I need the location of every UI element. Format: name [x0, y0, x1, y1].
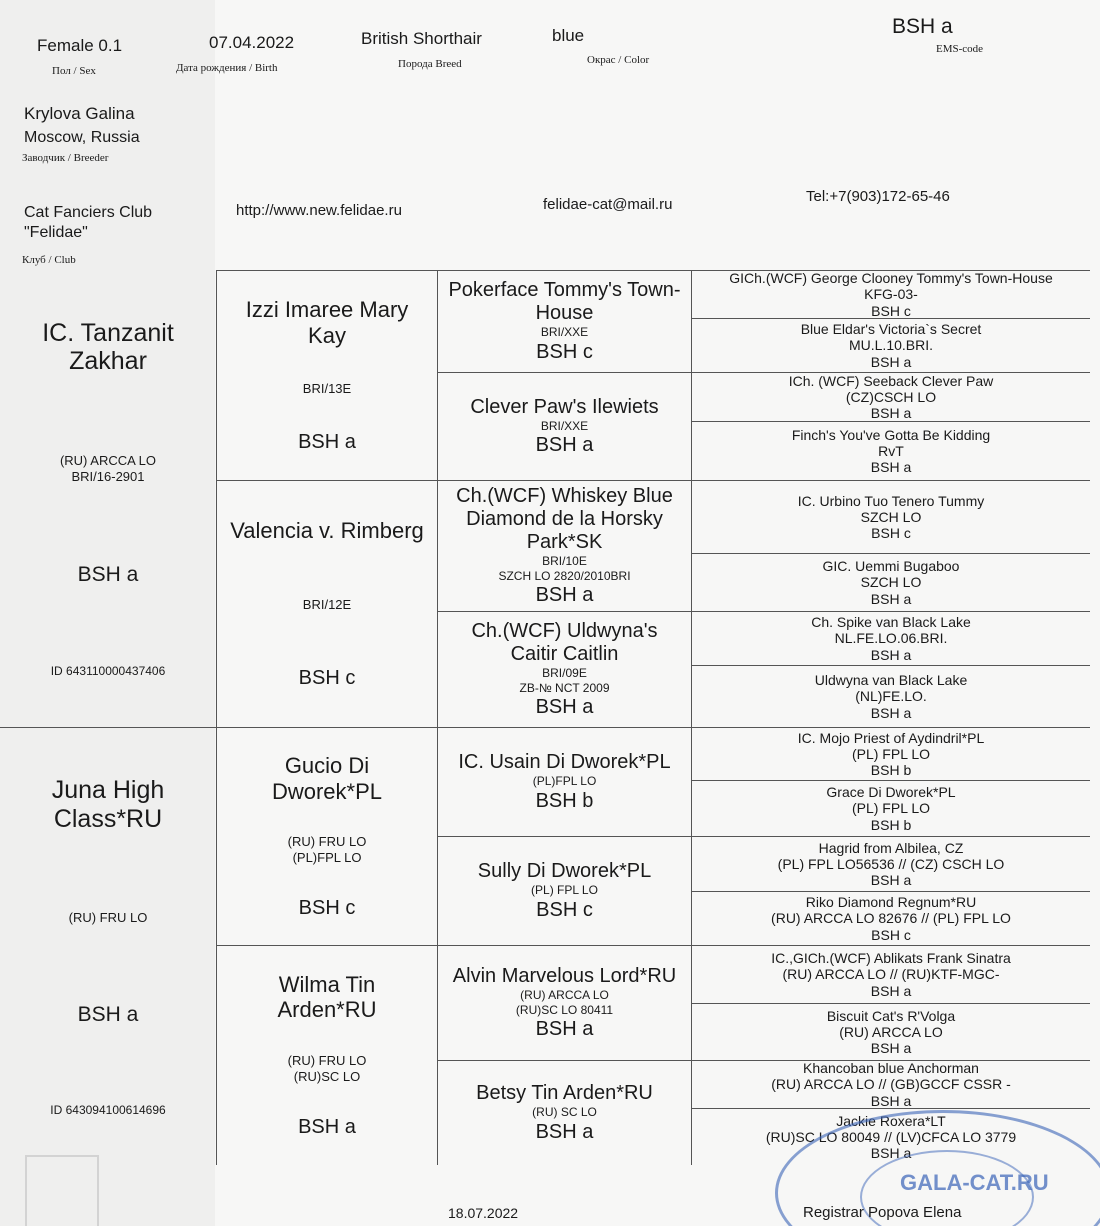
ancestor-cell-gen2	[217, 480, 438, 727]
ems-code: BSH a	[535, 1120, 594, 1143]
registration-numbers	[446, 1105, 683, 1119]
registration-number: (RU) ARCCA LO 82676 // (PL) FPL LO	[771, 910, 1011, 927]
registration-numbers	[698, 688, 1084, 704]
ems-code: BSH a	[870, 982, 912, 999]
color-value: blue	[552, 26, 585, 45]
ancestor-name: Riko Diamond Regnum*RU	[805, 894, 977, 911]
ancestor-cell-gen3	[438, 836, 692, 945]
ancestor-name: IC. Tanzanit Zakhar	[42, 318, 174, 376]
club-logo	[25, 1155, 99, 1226]
ancestor-name: Ch.(WCF) Whiskey Blue Diamond de la Horsky Park*SK	[456, 485, 673, 554]
registration-number: SZCH LO 2820/2010BRI	[498, 568, 631, 583]
registration-number: (RU) ARCCA LO	[59, 453, 157, 469]
ancestor-cell-gen2	[217, 727, 438, 945]
ancestor-name: Sully Di Dworek*PL	[477, 860, 652, 883]
registration-number: (RU) ARCCA LO // (RU)KTF-MGC-	[782, 966, 1000, 983]
registration-numbers	[446, 883, 683, 897]
microchip-id: ID 643110000437406	[50, 664, 166, 679]
registration-numbers	[698, 574, 1084, 590]
registration-numbers	[698, 800, 1084, 816]
registration-numbers	[698, 337, 1084, 353]
ems-code: BSH a	[77, 562, 139, 586]
ancestor-name: Finch's You've Gotta Be Kidding	[791, 426, 991, 443]
ems-code: BSH b	[870, 816, 912, 833]
ancestor-cell-gen1	[0, 727, 217, 1165]
registration-numbers	[698, 630, 1084, 646]
ancestor-cell-gen4	[692, 665, 1090, 727]
breeder-label: Заводчик / Breeder	[22, 152, 109, 164]
registration-numbers	[698, 966, 1084, 982]
registration-number: (PL) FPL LO56536 // (CZ) CSCH LO	[777, 855, 1005, 872]
ancestor-cell-gen4	[692, 318, 1090, 372]
registration-number: (RU)SC LO 80411	[515, 1002, 614, 1017]
birth-value: 07.04.2022	[209, 33, 295, 52]
registration-number: ZB-№ NCT 2009	[519, 680, 610, 695]
ancestor-name: Blue Eldar's Victoria`s Secret	[800, 321, 982, 338]
ancestor-name: IC. Urbino Tuo Tenero Tummy	[797, 492, 985, 509]
ems-code: BSH a	[870, 1040, 912, 1057]
ancestor-cell-gen4	[692, 611, 1090, 665]
ems-code: BSH c	[871, 302, 911, 318]
pedigree-grid	[0, 270, 1090, 1165]
ems-code: BSH c	[871, 525, 911, 542]
registration-number: MU.L.10.BRI.	[848, 337, 934, 354]
club-website: http://www.new.felidae.ru	[236, 202, 402, 219]
ancestor-name: Ch.(WCF) Uldwyna's Caitir Caitlin	[471, 620, 658, 666]
ancestor-name: Betsy Tin Arden*RU	[476, 1082, 653, 1105]
club-name-2: "Felidae"	[24, 224, 88, 241]
ancestor-cell-gen3	[438, 1060, 692, 1165]
ancestor-name: Uldwyna van Black Lake	[814, 672, 968, 689]
ems-code: BSH a	[870, 1092, 912, 1108]
ancestor-name: Ch. Spike van Black Lake	[811, 614, 971, 631]
ems-code: BSH a	[870, 646, 912, 663]
registration-number: (RU) FRU LO	[68, 909, 148, 925]
ancestor-name: Valencia v. Rimberg	[230, 517, 424, 543]
ancestor-name: Jackie Roxera*LT	[836, 1112, 946, 1129]
ancestor-cell-gen3	[438, 945, 692, 1060]
registration-number: SZCH LO	[860, 574, 922, 591]
registration-numbers	[10, 453, 206, 484]
club-phone: Tel:+7(903)172-65-46	[806, 188, 950, 205]
registration-numbers	[446, 554, 683, 583]
ancestor-cell-gen4	[692, 1060, 1090, 1108]
ancestor-cell-gen4	[692, 1003, 1090, 1060]
ems-code: BSH a	[535, 1017, 594, 1040]
ancestor-name: Clever Paw's Ilewiets	[470, 395, 659, 418]
registration-number: (RU) ARCCA LO	[520, 988, 609, 1003]
birth-label: Дата рождения / Birth	[176, 62, 278, 74]
registration-number: (PL)FPL LO	[532, 774, 597, 789]
registration-numbers	[446, 325, 683, 339]
registration-numbers	[446, 988, 683, 1017]
sex-label: Пол / Sex	[52, 65, 96, 77]
ancestor-cell-gen4	[692, 270, 1090, 318]
ancestor-cell-gen2	[217, 945, 438, 1165]
registration-numbers	[698, 443, 1084, 459]
registration-numbers	[227, 1053, 427, 1084]
registrar-name: Registrar Popova Elena	[803, 1204, 962, 1221]
registration-number: SZCH LO	[860, 508, 922, 525]
ancestor-cell-gen3	[438, 480, 692, 611]
ems-code: BSH a	[298, 430, 356, 453]
ancestor-cell-gen3	[438, 372, 692, 480]
registration-number: (PL) FPL LO	[851, 800, 931, 817]
ems-code: BSH a	[870, 704, 912, 721]
breed-value: British Shorthair	[361, 29, 482, 48]
ancestor-cell-gen3	[438, 270, 692, 372]
ancestor-name: GIC. Uemmi Bugaboo	[822, 558, 960, 575]
ancestor-cell-gen2	[217, 270, 438, 480]
breed-label: Порода Breed	[398, 58, 462, 70]
ancestor-name: Alvin Marvelous Lord*RU	[452, 965, 677, 988]
ems-code: BSH a	[870, 353, 912, 370]
registration-number: (RU) FRU LO	[287, 1053, 367, 1069]
ancestor-name: Grace Di Dworek*PL	[826, 784, 956, 801]
breeder-name: Krylova Galina	[24, 104, 135, 123]
ancestor-cell-gen4	[692, 553, 1090, 611]
ancestor-name: Gucio Di Dworek*PL	[271, 753, 383, 804]
ancestor-cell-gen4	[692, 421, 1090, 480]
registration-number: (PL) FPL LO	[851, 745, 931, 762]
ancestor-name: Izzi Imaree Mary Kay	[245, 297, 409, 348]
registration-numbers	[446, 666, 683, 695]
ancestor-cell-gen4	[692, 780, 1090, 836]
ems-code: BSH c	[871, 926, 911, 943]
registration-numbers	[698, 746, 1084, 762]
ems-code: BSH a	[535, 434, 594, 457]
registration-numbers	[698, 389, 1084, 405]
registration-number: (PL) FPL LO	[531, 883, 598, 898]
ancestor-name: GICh.(WCF) George Clooney Tommy's Town-House	[729, 270, 1053, 287]
registration-number: (RU) ARCCA LO	[839, 1023, 943, 1040]
ancestor-name: Pokerface Tommy's Town-House	[448, 279, 681, 325]
ems-code: BSH b	[870, 762, 912, 779]
ems-code: BSH c	[536, 898, 593, 921]
ancestor-cell-gen4	[692, 836, 1090, 891]
registration-number: (CZ)CSCH LO	[845, 388, 937, 405]
breeder-city: Moscow, Russia	[24, 129, 140, 146]
registration-numbers	[10, 910, 206, 926]
registration-number: BRI/XXE	[540, 325, 589, 340]
ems-code: BSH a	[77, 1002, 139, 1026]
registration-number: BRI/09E	[542, 666, 587, 681]
ancestor-name: Biscuit Cat's R'Volga	[826, 1007, 956, 1024]
registration-number: (NL)FE.LO.	[855, 688, 927, 705]
color-label: Окрас / Color	[587, 54, 650, 66]
registration-numbers	[698, 509, 1084, 525]
registration-numbers	[698, 910, 1084, 926]
registration-number: KFG-03-	[864, 286, 918, 303]
ancestor-name: Juna High Class*RU	[51, 776, 165, 833]
ems-code: BSH a	[870, 872, 912, 889]
registration-number: (RU)SC LO 80049 // (LV)CFCA LO 3779	[765, 1128, 1017, 1145]
ems-code: BSH a	[535, 695, 594, 718]
stamp-text: GALA-CAT.RU	[900, 1170, 1049, 1195]
registration-numbers	[698, 1024, 1084, 1040]
sex-value: Female 0.1	[37, 36, 123, 55]
ems-code: BSH c	[298, 667, 356, 690]
registration-number: (RU)SC LO	[293, 1068, 361, 1084]
ancestor-cell-gen3	[438, 727, 692, 836]
club-label: Клуб / Club	[22, 254, 76, 266]
ems-code: BSH a	[298, 1116, 356, 1139]
registration-number: BRI/XXE	[540, 418, 589, 433]
registration-number: NL.FE.LO.06.BRI.	[834, 630, 948, 647]
ancestor-cell-gen3	[438, 611, 692, 727]
ancestor-cell-gen4	[692, 372, 1090, 421]
registration-numbers	[446, 774, 683, 788]
ancestor-name: IC. Usain Di Dworek*PL	[458, 751, 671, 774]
ems-code: BSH a	[870, 405, 912, 421]
registration-number: (RU) ARCCA LO // (GB)GCCF CSSR -	[771, 1076, 1011, 1093]
club-name: Cat Fanciers Club	[24, 204, 153, 221]
registration-numbers	[446, 419, 683, 433]
ancestor-cell-gen4	[692, 945, 1090, 1003]
ems-code: BSH a	[870, 459, 912, 476]
ems-code: BSH b	[535, 789, 594, 812]
ancestor-name: IC.,GICh.(WCF) Ablikats Frank Sinatra	[771, 950, 1011, 967]
registration-numbers	[227, 597, 427, 613]
ems-code: BSH c	[298, 896, 356, 919]
ancestor-name: Khancoban blue Anchorman	[803, 1060, 979, 1077]
registration-number: BRI/13E	[302, 381, 352, 396]
registration-number: (RU) SC LO	[532, 1105, 597, 1120]
ancestor-name: ICh. (WCF) Seeback Clever Paw	[788, 372, 994, 389]
ancestor-name: Hagrid from Albilea, CZ	[818, 839, 964, 856]
ems-code: BSH c	[536, 340, 593, 363]
ems-code: BSH a	[535, 583, 594, 606]
ems-label: EMS-code	[936, 43, 984, 55]
registration-number: BRI/10E	[542, 554, 587, 569]
registration-numbers	[698, 856, 1084, 872]
ems-value: BSH a	[892, 15, 953, 38]
registration-numbers	[227, 381, 427, 397]
registration-number: RvT	[878, 442, 904, 459]
registration-number: BRI/12E	[302, 596, 352, 612]
registration-number: (RU) FRU LO	[287, 834, 367, 850]
club-email: felidae-cat@mail.ru	[543, 196, 673, 213]
registration-numbers	[698, 286, 1084, 302]
registration-number: BRI/16-2901	[71, 469, 145, 485]
ancestor-cell-gen4	[692, 891, 1090, 945]
microchip-id: ID 643094100614696	[50, 1102, 166, 1117]
ancestor-cell-gen1	[0, 270, 217, 727]
ems-code: BSH a	[870, 590, 912, 607]
registration-numbers	[227, 834, 427, 865]
ancestor-name: IC. Mojo Priest of Aydindril*PL	[797, 729, 985, 746]
ancestor-cell-gen4	[692, 480, 1090, 553]
ancestor-name: Wilma Tin Arden*RU	[277, 971, 377, 1022]
issue-date: 18.07.2022	[448, 1205, 519, 1221]
ancestor-cell-gen4	[692, 727, 1090, 780]
ems-code: BSH a	[870, 1145, 912, 1162]
registration-number: (PL)FPL LO	[292, 849, 362, 865]
registration-numbers	[698, 1076, 1084, 1092]
